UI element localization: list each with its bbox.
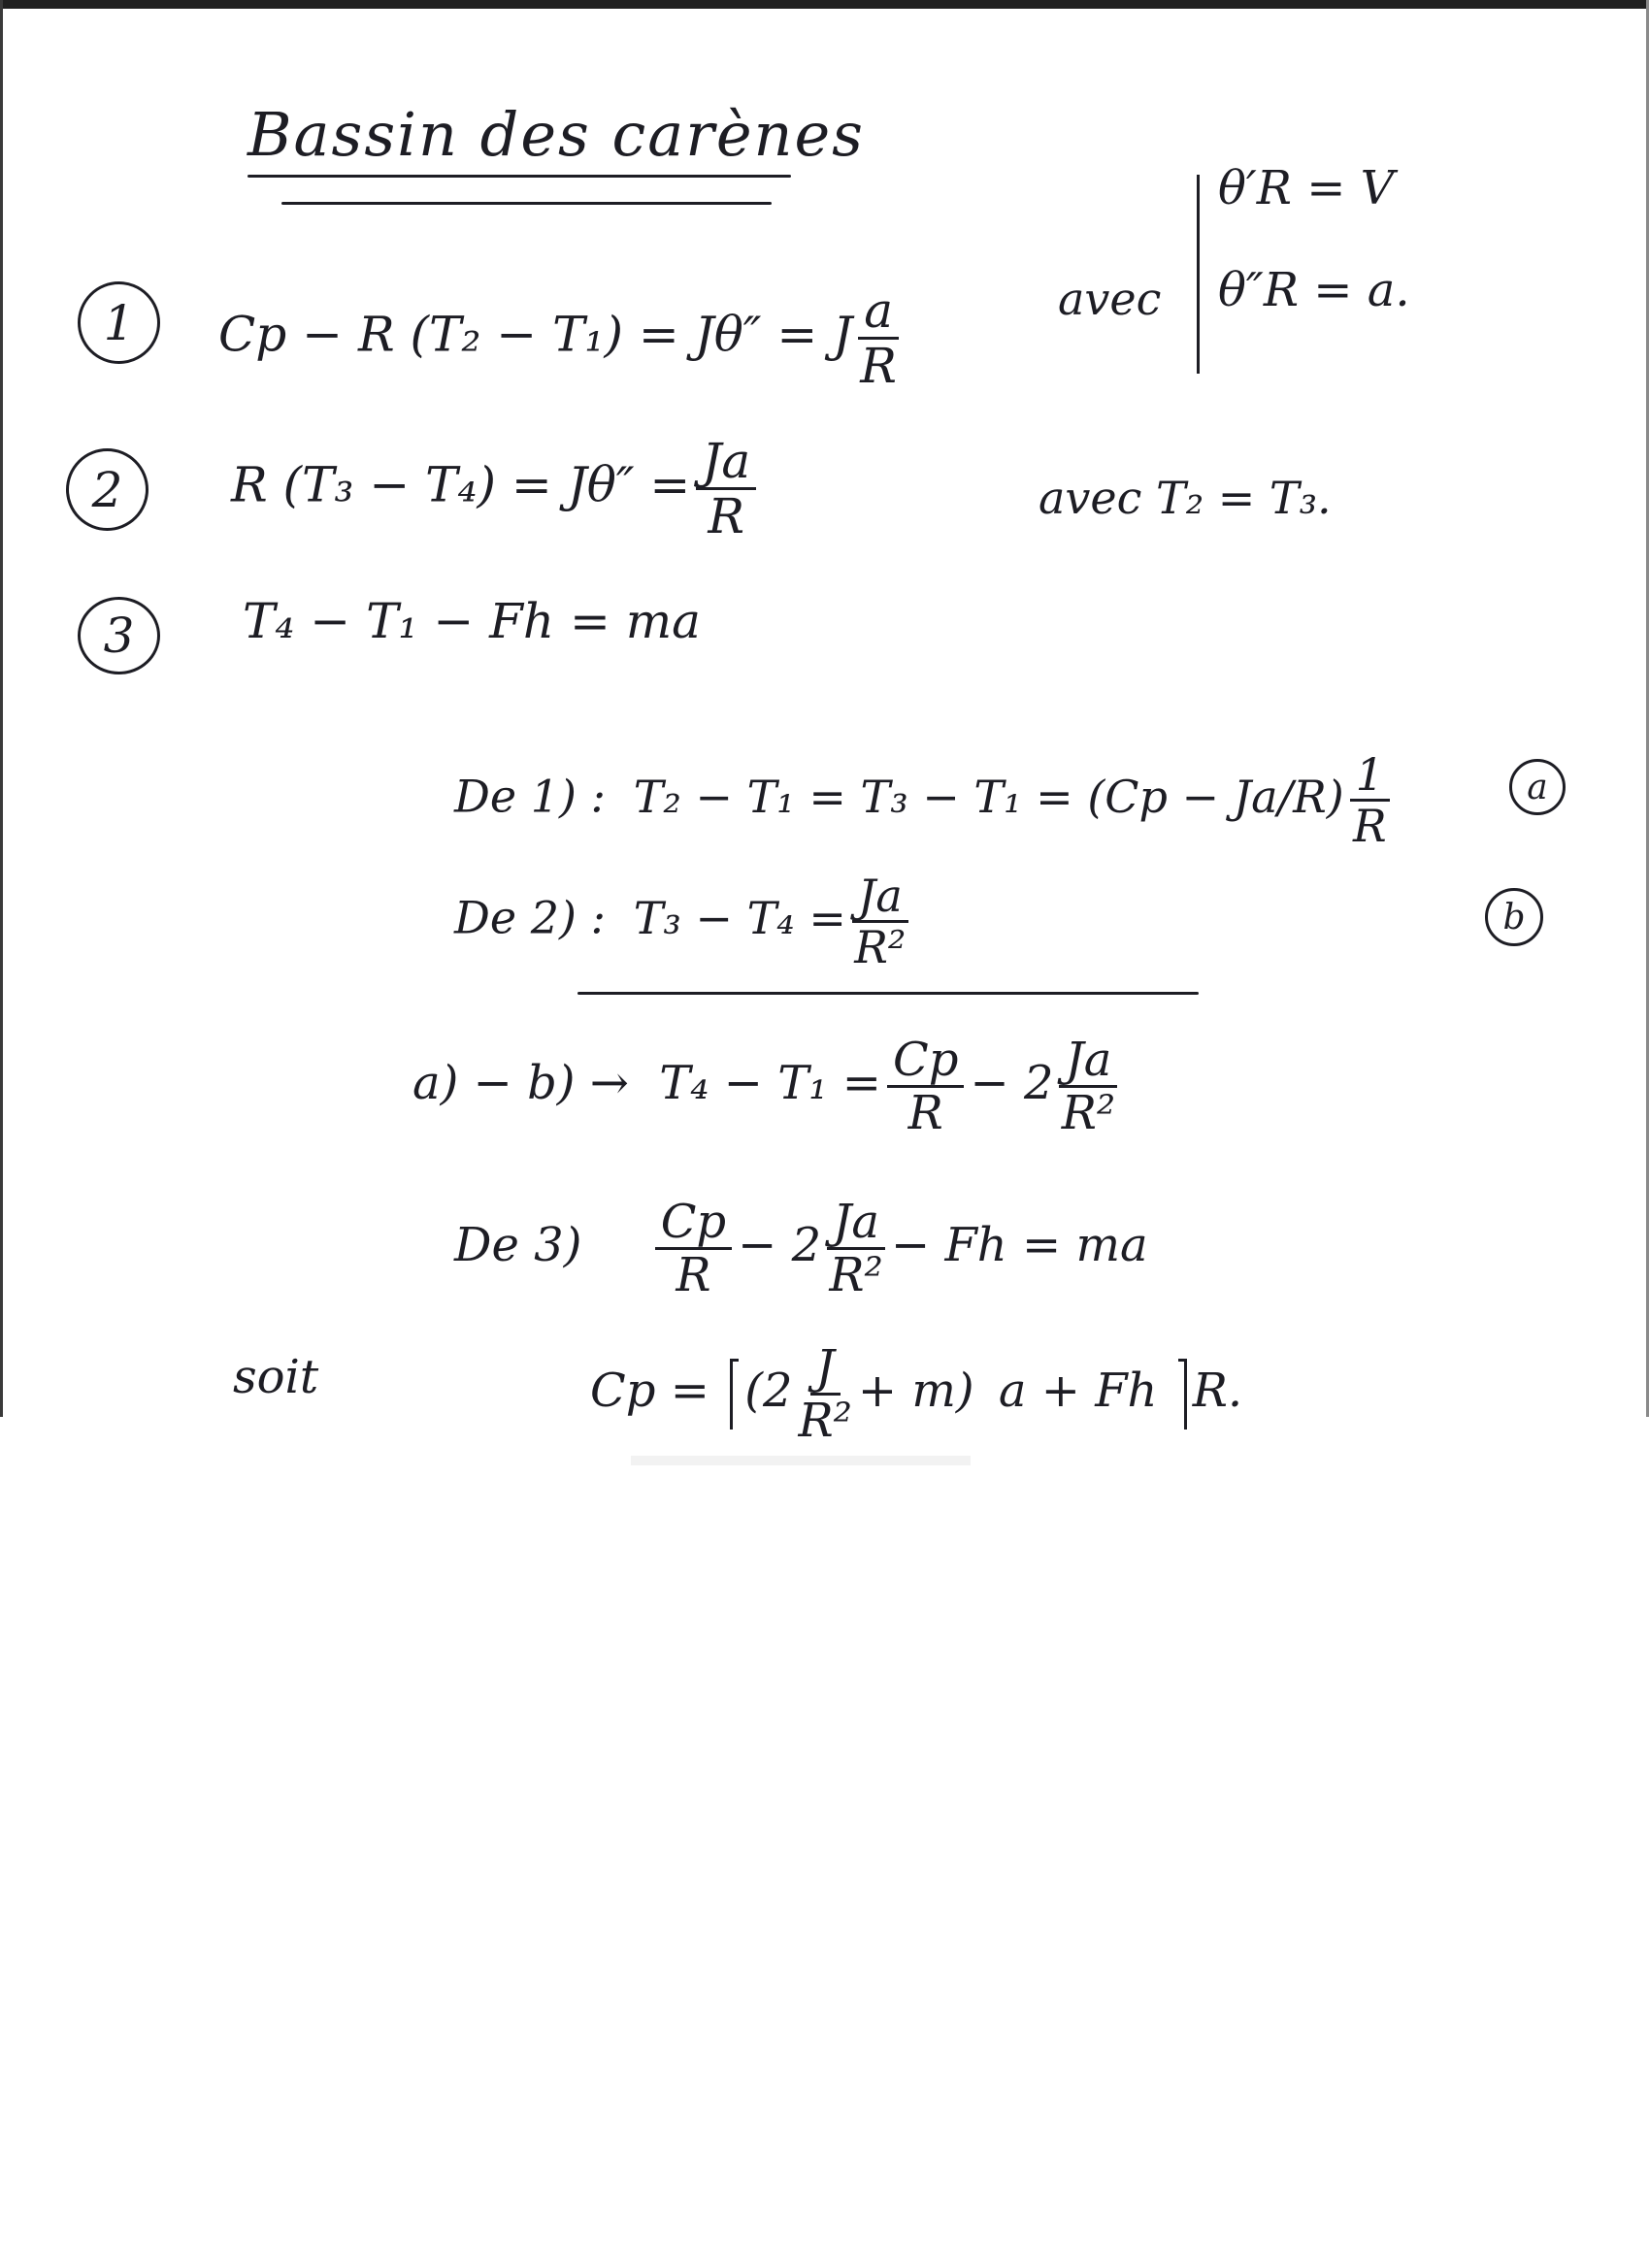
result-frac-num: J <box>810 1344 841 1396</box>
from-3-line <box>454 1195 1148 1302</box>
result-plus-m: + m <box>857 1364 956 1418</box>
scan-left-edge <box>0 0 3 1417</box>
tag-b <box>1485 888 1543 946</box>
title-double-underline <box>281 202 772 205</box>
combination-fraction-1 <box>887 1033 964 1140</box>
equation-1 <box>218 282 905 394</box>
from-3-fraction-2 <box>827 1195 885 1302</box>
step-b-expr: T₃ − T₄ = <box>633 891 846 944</box>
conditions-word: avec <box>1058 273 1162 325</box>
step-b-frac-den: R² <box>854 921 907 973</box>
result-bracket-close <box>1178 1359 1187 1430</box>
step-b-prefix: De 2) : <box>454 891 607 944</box>
result-paren-open: ( <box>744 1364 763 1418</box>
step-a-expr: T₂ − T₁ = T₃ − T₁ = (Cp − Ja/R) <box>633 770 1344 823</box>
step-a-frac-den: R <box>1352 800 1387 852</box>
equation-number-1 <box>78 281 160 364</box>
from-3-prefix: De 3) <box>454 1218 582 1272</box>
conditions-line-2: θ″R = a. <box>1218 263 1410 317</box>
equation-2-frac-den: R <box>708 488 745 544</box>
combination-frac1-num: Cp <box>887 1036 964 1088</box>
combination-expr: T₄ − T₁ = <box>659 1056 882 1110</box>
combination-line <box>412 1033 1123 1140</box>
combination-frac2-num: Ja <box>1059 1036 1117 1088</box>
equation-1-fraction <box>858 282 899 394</box>
result-bracket-open <box>730 1359 739 1430</box>
from-3-mid: − 2 <box>738 1218 822 1272</box>
step-a-prefix: De 1) : <box>454 770 607 823</box>
equation-number-3-text: 3 <box>103 608 135 664</box>
equation-2-note: avec T₂ = T₃. <box>1039 472 1332 524</box>
conditions-line-1: θ′R = V <box>1218 161 1395 215</box>
from-3-tail: − Fh = ma <box>891 1218 1148 1272</box>
from-3-frac2-num: Ja <box>827 1199 885 1250</box>
conditions-bar <box>1197 175 1200 374</box>
scan-artifact <box>631 1456 971 1465</box>
tag-a-text: a <box>1527 767 1548 807</box>
result-fraction <box>798 1340 852 1448</box>
result-paren-close: ) <box>955 1364 974 1418</box>
step-b-fraction <box>852 870 908 973</box>
equation-2 <box>231 433 762 544</box>
equation-1-lhs: Cp − R (T₂ − T₁) = Jθ″ = J <box>218 306 853 363</box>
result-tail: a + Fh <box>998 1364 1158 1418</box>
equation-1-frac-num: a <box>858 286 899 340</box>
equation-2-lhs: R (T₃ − T₄) = Jθ″ = <box>231 456 691 513</box>
result-word: soit <box>233 1350 319 1404</box>
scan-top-edge <box>0 0 1649 9</box>
equation-number-1-text: 1 <box>103 294 135 351</box>
result-lhs: Cp = <box>590 1364 709 1418</box>
page-title: Bassin des carènes <box>247 99 865 170</box>
result-end: R. <box>1192 1364 1243 1418</box>
combination-frac2-den: R² <box>1061 1086 1116 1140</box>
combination-fraction-2 <box>1059 1033 1117 1140</box>
from-3-fraction-1 <box>655 1195 732 1302</box>
title-underline <box>247 175 791 178</box>
step-a-frac-num: 1 <box>1350 752 1390 802</box>
result-line <box>590 1340 1243 1448</box>
result-coef: 2 <box>762 1364 793 1418</box>
tag-b-text: b <box>1502 897 1526 937</box>
equation-2-fraction <box>696 433 756 544</box>
separator-line <box>577 992 1199 995</box>
step-b-frac-num: Ja <box>852 873 908 923</box>
tag-a <box>1509 759 1566 815</box>
combination-mid: − 2 <box>970 1056 1054 1110</box>
step-b <box>454 870 914 973</box>
from-3-frac1-num: Cp <box>655 1199 732 1250</box>
equation-number-2 <box>66 448 148 531</box>
from-3-frac1-den: R <box>676 1248 711 1302</box>
step-a <box>454 748 1396 852</box>
equation-3: T₄ − T₁ − Fh = ma <box>243 593 701 649</box>
combination-prefix: a) − b) → <box>412 1056 630 1110</box>
equation-number-2-text: 2 <box>91 461 123 518</box>
equation-1-frac-den: R <box>860 338 897 394</box>
result-frac-den: R² <box>798 1394 852 1448</box>
step-a-fraction <box>1350 748 1390 852</box>
equation-2-frac-num: Ja <box>696 437 756 490</box>
combination-frac1-den: R <box>907 1086 943 1140</box>
equation-number-3 <box>78 597 160 674</box>
from-3-frac2-den: R² <box>829 1248 883 1302</box>
